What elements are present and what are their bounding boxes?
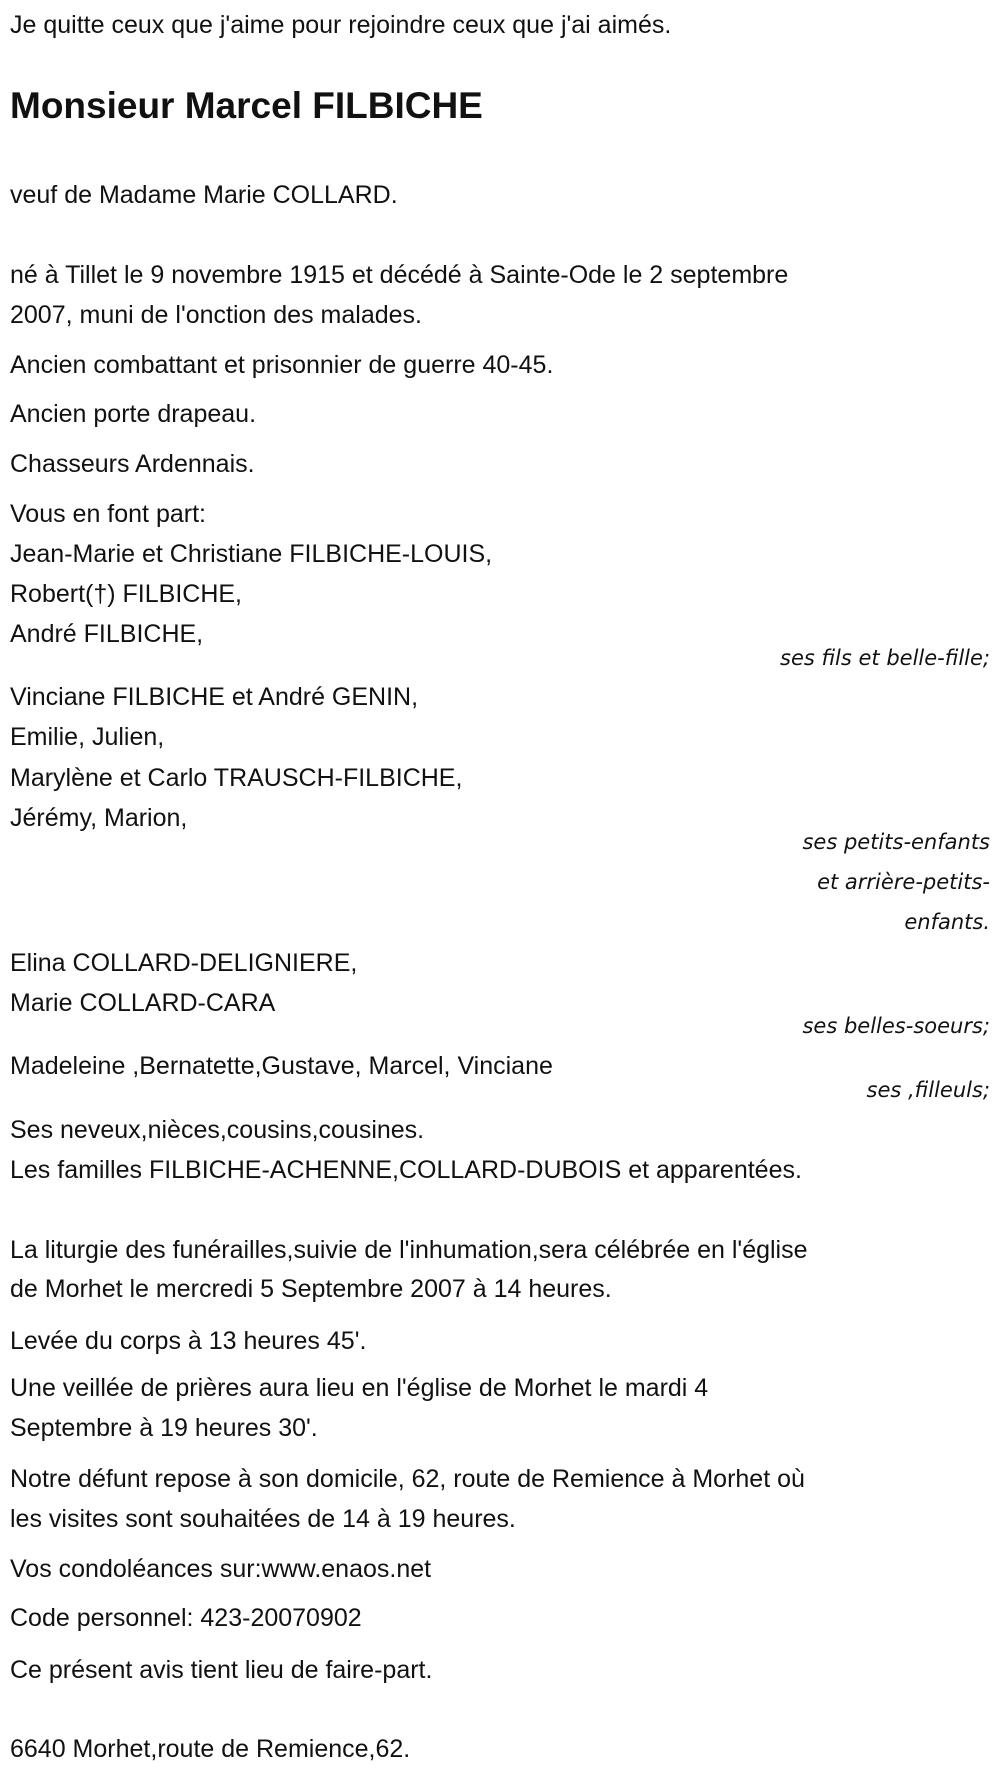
family-relation: ses fils et belle-fille; <box>780 646 990 670</box>
family-name: Elina COLLARD-DELIGNIERE, <box>10 949 358 977</box>
family-relation: ses ,filleuls; <box>866 1078 990 1102</box>
rest-line: les visites sont souhaitées de 14 à 19 heures. <box>10 1505 516 1533</box>
notice-line: Ce présent avis tient lieu de faire-part. <box>10 1656 433 1684</box>
condolences-line: Vos condoléances sur:www.enaos.net <box>10 1555 432 1583</box>
vigil-line: Une veillée de prières aura lieu en l'église de Morhet le mardi 4 <box>10 1374 709 1402</box>
family-relation: et arrière-petits- <box>817 870 990 894</box>
title-line: Chasseurs Ardennais. <box>10 450 255 478</box>
funeral-line: La liturgie des funérailles,suivie de l'inhumation,sera célébrée en l'église <box>10 1236 808 1264</box>
family-name: Jean-Marie et Christiane FILBICHE-LOUIS, <box>10 540 493 568</box>
others-line: Ses neveux,nièces,cousins,cousines. <box>10 1116 425 1144</box>
title-line: Ancien combattant et prisonnier de guerre 40-45. <box>10 351 554 379</box>
family-name: Marie COLLARD-CARA <box>10 989 276 1017</box>
family-relation: enfants. <box>904 910 990 934</box>
levee-line: Levée du corps à 13 heures 45'. <box>10 1327 367 1355</box>
vigil-line: Septembre à 19 heures 30'. <box>10 1414 318 1442</box>
epigraph: Je quitte ceux que j'aime pour rejoindre ceux que j'ai aimés. <box>10 11 672 39</box>
family-name: André FILBICHE, <box>10 620 204 648</box>
announce-intro: Vous en font part: <box>10 500 206 528</box>
family-name: Vinciane FILBICHE et André GENIN, <box>10 683 419 711</box>
page-title: Monsieur Marcel FILBICHE <box>10 85 483 126</box>
others-line: Les familles FILBICHE-ACHENNE,COLLARD-DUBOIS et apparentées. <box>10 1156 802 1184</box>
family-name: Jérémy, Marion, <box>10 804 188 832</box>
family-relation: ses belles-soeurs; <box>802 1014 990 1038</box>
family-name: Emilie, Julien, <box>10 723 165 751</box>
family-name: Madeleine ,Bernatette,Gustave, Marcel, Vinciane <box>10 1052 553 1080</box>
funeral-line: de Morhet le mercredi 5 Septembre 2007 à 14 heures. <box>10 1275 612 1303</box>
birth-death-line: 2007, muni de l'onction des malades. <box>10 301 422 329</box>
family-name: Marylène et Carlo TRAUSCH-FILBICHE, <box>10 764 463 792</box>
rest-line: Notre défunt repose à son domicile, 62, route de Remience à Morhet où <box>10 1465 805 1493</box>
family-relation: ses petits-enfants <box>802 830 990 854</box>
title-line: Ancien porte drapeau. <box>10 400 257 428</box>
widower-line: veuf de Madame Marie COLLARD. <box>10 181 398 209</box>
address-line: 6640 Morhet,route de Remience,62. <box>10 1735 411 1763</box>
code-line: Code personnel: 423-20070902 <box>10 1604 362 1632</box>
birth-death-line: né à Tillet le 9 novembre 1915 et décédé à Sainte-Ode le 2 septembre <box>10 261 789 289</box>
family-name: Robert(†) FILBICHE, <box>10 580 243 608</box>
